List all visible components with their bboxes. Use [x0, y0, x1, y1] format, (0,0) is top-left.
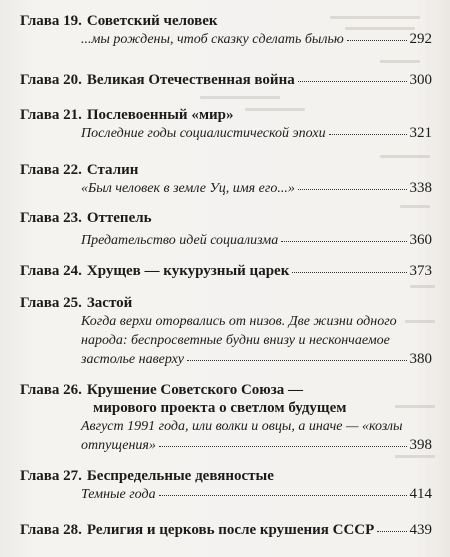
- chapter-title: Сталин: [86, 162, 139, 178]
- toc-entry: [20, 521, 432, 539]
- page-number: 439: [409, 522, 432, 538]
- chapter-title: Оттепель: [86, 210, 152, 226]
- chapter-subtitle: застолье наверху: [81, 352, 185, 367]
- chapter-title: Послевоенный «мир»: [86, 107, 234, 123]
- chapter-subtitle: Август 1991 года, или волки и овцы, а иначе — «козлы: [81, 419, 403, 434]
- page-number: 292: [409, 31, 432, 47]
- dot-leader: [187, 359, 406, 361]
- page-number: 321: [409, 125, 432, 141]
- chapter-number: Глава 24.: [20, 263, 82, 279]
- page-number: 360: [409, 232, 432, 248]
- toc-entry: [20, 161, 432, 198]
- toc-entry: [20, 12, 432, 49]
- toc-entry: [20, 381, 432, 455]
- chapter-number: Глава 27.: [20, 468, 82, 484]
- page-number: 414: [409, 486, 432, 502]
- chapter-title-continued: мирового проекта о светлом будущем: [93, 400, 347, 416]
- page-number: 380: [409, 351, 432, 367]
- toc-entry: [20, 467, 432, 504]
- chapter-title: Хрущев — кукурузный царек: [86, 263, 290, 279]
- toc-entry: [20, 294, 432, 369]
- chapter-subtitle: народа: беспросветные будни внизу и нескончаемое: [81, 333, 390, 348]
- toc-entry: [20, 262, 432, 280]
- chapter-subtitle: Когда верхи оторвались от низов. Две жизни одного: [81, 314, 397, 329]
- page-number: 373: [409, 263, 432, 279]
- dot-leader: [329, 133, 407, 135]
- chapter-number: Глава 19.: [20, 13, 82, 29]
- chapter-subtitle: Последние годы социалистической эпохи: [81, 126, 326, 141]
- chapter-subtitle: «Был человек в земле Уц, имя его...»: [81, 181, 295, 196]
- dot-leader: [377, 530, 406, 532]
- dot-leader: [347, 39, 407, 41]
- toc-entry: [20, 71, 432, 89]
- dot-leader: [281, 240, 406, 242]
- dot-leader: [298, 188, 407, 190]
- dot-leader: [292, 271, 406, 273]
- dot-leader: [298, 80, 407, 82]
- chapter-title: Советский человек: [86, 13, 218, 29]
- chapter-number: Глава 28.: [20, 522, 82, 538]
- chapter-title: Крушение Советского Союза —: [86, 382, 304, 398]
- page-number: 300: [409, 72, 432, 88]
- chapter-title: Религия и церковь после крушения СССР: [86, 522, 375, 538]
- chapter-subtitle: Предательство идей социализма: [81, 233, 279, 248]
- toc-entry: [20, 106, 432, 143]
- chapter-number: Глава 26.: [20, 382, 82, 398]
- dot-leader: [159, 445, 407, 447]
- chapter-number: Глава 23.: [20, 210, 82, 226]
- chapter-number: Глава 21.: [20, 107, 82, 123]
- page-number: 338: [409, 180, 432, 196]
- dot-leader: [159, 494, 407, 496]
- chapter-number: Глава 25.: [20, 295, 82, 311]
- chapter-title: Великая Отечественная война: [86, 72, 295, 88]
- chapter-number: Глава 22.: [20, 162, 82, 178]
- toc-entry: [20, 209, 432, 250]
- page-number: 398: [409, 437, 432, 453]
- chapter-subtitle: ...мы рождены, чтоб сказку сделать былью: [81, 32, 344, 47]
- chapter-subtitle: отпущения»: [81, 438, 156, 453]
- chapter-title: Застой: [86, 295, 133, 311]
- chapter-subtitle: Темные года: [81, 487, 156, 502]
- chapter-title: Беспредельные девяностые: [86, 468, 274, 484]
- chapter-number: Глава 20.: [20, 72, 82, 88]
